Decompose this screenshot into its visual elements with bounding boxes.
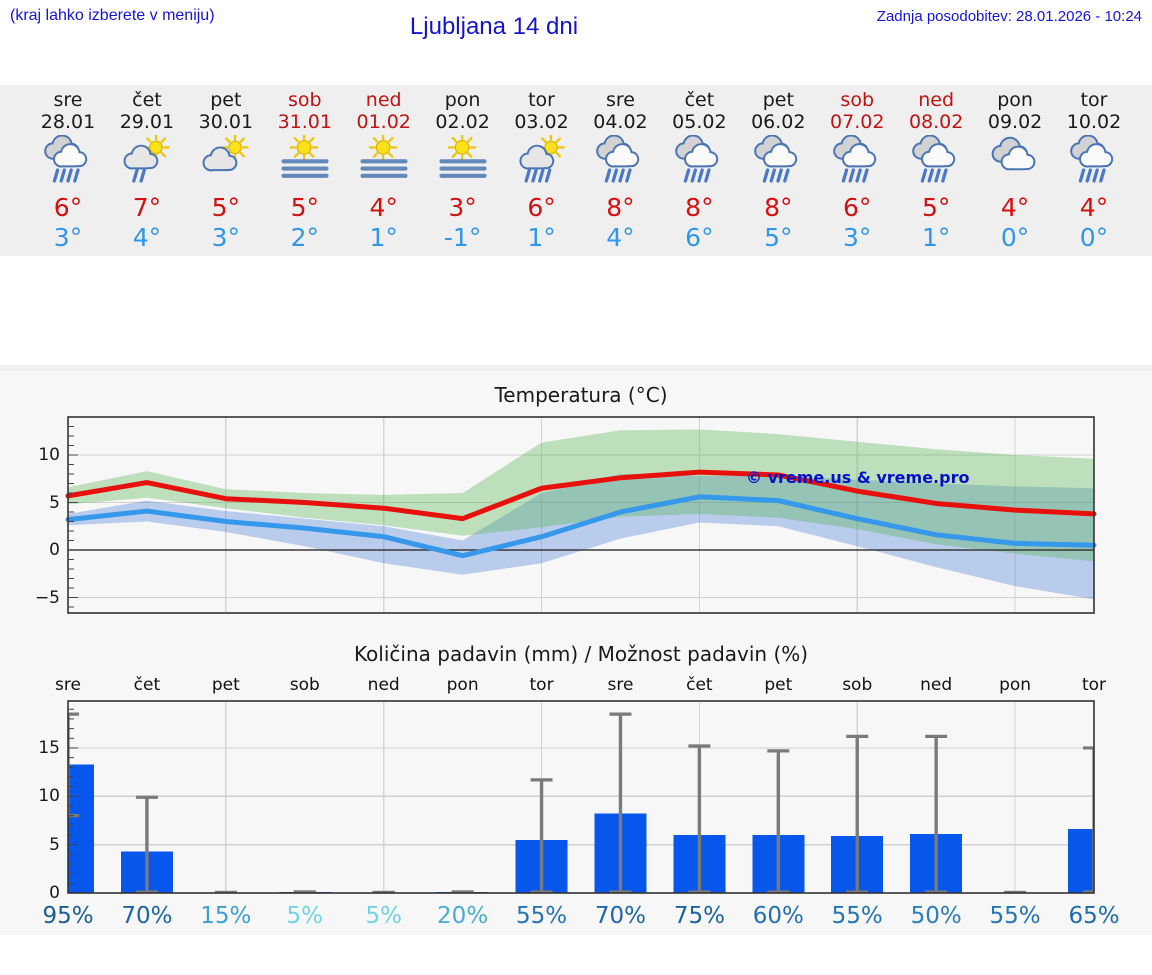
watermark: © vreme.us & vreme.pro	[746, 468, 970, 487]
precip-day-label: pon	[446, 675, 479, 695]
precip-day-label: čet	[686, 675, 713, 695]
forecast-strip	[0, 85, 1152, 256]
min-temp: 3°	[211, 223, 241, 252]
min-temp: 1°	[527, 223, 556, 252]
day-date: 03.02	[514, 111, 569, 133]
max-temp: 5°	[290, 193, 319, 222]
max-temp: 4°	[1000, 193, 1030, 222]
precip-day-label: pet	[211, 675, 240, 695]
max-temp: 3°	[448, 193, 477, 222]
min-temp: 0°	[1000, 223, 1030, 252]
max-temp: 4°	[1079, 193, 1109, 222]
sun-rain-icon	[513, 135, 571, 191]
last-updated: Zadnja posodobitev: 28.01.2026 - 10:24	[876, 8, 1142, 25]
precip-probability-label: 20%	[437, 903, 489, 929]
max-temp: 8°	[685, 193, 714, 222]
temp-y-tick-label: −5	[34, 587, 60, 608]
precip-probability-label: 55%	[515, 903, 568, 929]
precip-probability-label: 5%	[286, 903, 324, 929]
day-name: sob	[287, 89, 322, 111]
max-temp: 7°	[132, 193, 162, 222]
forecast-day	[265, 85, 345, 256]
day-name: pon	[997, 89, 1033, 111]
location-note: (kraj lahko izberete v meniju)	[10, 7, 215, 24]
precip-day-label: pet	[764, 675, 793, 695]
forecast-day	[580, 85, 660, 256]
min-temp: -1°	[443, 223, 482, 252]
forecast-day	[28, 85, 108, 256]
rain-icon	[749, 135, 807, 191]
sun-rain-light-icon	[118, 135, 176, 191]
precip-probability-label: 5%	[365, 903, 402, 929]
precip-day-label: pon	[999, 675, 1032, 695]
day-name: tor	[1080, 89, 1108, 111]
precip-day-label: sre	[607, 675, 634, 695]
min-temp: 4°	[606, 223, 635, 252]
min-temp: 1°	[921, 223, 951, 252]
temp-y-tick-label: 5	[49, 492, 60, 513]
rain-icon	[1065, 135, 1123, 191]
forecast-day	[502, 85, 582, 256]
sun-cloud-icon	[197, 135, 255, 191]
day-name: čet	[132, 89, 162, 111]
day-name: sob	[840, 89, 875, 111]
forecast-day	[896, 85, 976, 256]
page-title: Ljubljana 14 dni	[409, 13, 579, 40]
min-temp: 2°	[290, 223, 319, 252]
precip-day-label: sre	[55, 675, 81, 695]
max-temp: 6°	[53, 193, 83, 222]
day-name: ned	[918, 89, 955, 111]
rain-icon	[670, 135, 728, 191]
max-temp: 6°	[527, 193, 556, 222]
day-name: sre	[605, 89, 635, 111]
day-date: 31.01	[277, 111, 332, 133]
rain-icon	[907, 135, 965, 191]
forecast-day	[107, 85, 187, 256]
forecast-day	[186, 85, 266, 256]
max-temp: 6°	[843, 193, 872, 222]
max-temp: 8°	[764, 193, 793, 222]
forecast-day	[975, 85, 1055, 256]
precip-day-label: ned	[367, 675, 400, 695]
min-temp: 3°	[53, 223, 83, 252]
fog-sun-icon	[276, 135, 334, 191]
min-temp: 4°	[132, 223, 162, 252]
min-temp: 5°	[764, 223, 793, 252]
day-date: 10.02	[1066, 111, 1122, 133]
precip-probability-label: 60%	[752, 903, 804, 929]
forecast-day	[817, 85, 897, 256]
temperature-chart-title: Temperatura (°C)	[494, 383, 668, 407]
fog-sun-icon	[434, 135, 492, 191]
rain-icon	[828, 135, 886, 191]
cloudy-icon	[986, 135, 1044, 191]
day-name: pon	[444, 89, 481, 111]
min-temp: 0°	[1079, 223, 1109, 252]
temp-y-tick-label: 10	[38, 445, 60, 465]
precip-probability-label: 70%	[121, 903, 173, 929]
max-temp: 5°	[211, 193, 241, 222]
day-date: 01.02	[356, 111, 411, 133]
precip-probability-label: 95%	[42, 903, 94, 929]
max-temp: 5°	[921, 193, 951, 222]
precip-probability-label: 70%	[594, 903, 647, 929]
forecast-day	[738, 85, 818, 256]
max-temp: 8°	[606, 193, 635, 222]
precip-probability-label: 65%	[1068, 903, 1120, 929]
precip-day-label: tor	[529, 675, 554, 695]
day-name: sre	[53, 89, 83, 111]
day-date: 04.02	[593, 111, 648, 133]
day-date: 09.02	[987, 111, 1043, 133]
day-date: 07.02	[830, 111, 885, 133]
day-date: 08.02	[908, 111, 964, 133]
precipitation-chart-title: Količina padavin (mm) / Možnost padavin (%)	[353, 642, 809, 666]
forecast-day	[659, 85, 739, 256]
precip-y-tick-label: 5	[49, 834, 60, 855]
day-date: 05.02	[672, 111, 727, 133]
precip-day-label: sob	[289, 675, 320, 695]
rain-icon	[591, 135, 649, 191]
precip-probability-label: 15%	[200, 903, 252, 929]
day-name: pet	[762, 89, 794, 111]
precip-y-tick-label: 0	[49, 883, 60, 903]
day-date: 28.01	[40, 111, 96, 133]
min-temp: 1°	[369, 223, 398, 252]
precip-probability-label: 55%	[989, 903, 1041, 929]
precip-y-tick-label: 10	[38, 786, 60, 807]
precip-probability-label: 50%	[910, 903, 962, 929]
precip-y-tick-label: 15	[38, 737, 60, 758]
rain-icon	[39, 135, 97, 191]
precip-day-label: sob	[842, 675, 873, 695]
day-name: ned	[365, 89, 402, 111]
day-date: 02.02	[435, 111, 490, 133]
precip-day-label: čet	[133, 675, 161, 695]
day-date: 29.01	[119, 111, 175, 133]
precip-day-label: ned	[920, 675, 953, 695]
forecast-day	[1054, 85, 1134, 256]
precip-probability-label: 75%	[673, 903, 725, 929]
temperature-chart	[0, 365, 1152, 630]
forecast-day	[344, 85, 424, 256]
forecast-day	[423, 85, 503, 256]
precip-day-label: tor	[1081, 675, 1107, 695]
max-temp: 4°	[369, 193, 398, 222]
day-name: tor	[528, 89, 555, 111]
min-temp: 3°	[843, 223, 872, 252]
fog-sun-icon	[355, 135, 413, 191]
temp-y-tick-label: 0	[49, 540, 60, 560]
day-date: 06.02	[751, 111, 806, 133]
precip-probability-label: 55%	[831, 903, 883, 929]
day-name: pet	[210, 89, 242, 111]
min-temp: 6°	[685, 223, 714, 252]
day-date: 30.01	[198, 111, 254, 133]
day-name: čet	[684, 89, 715, 111]
